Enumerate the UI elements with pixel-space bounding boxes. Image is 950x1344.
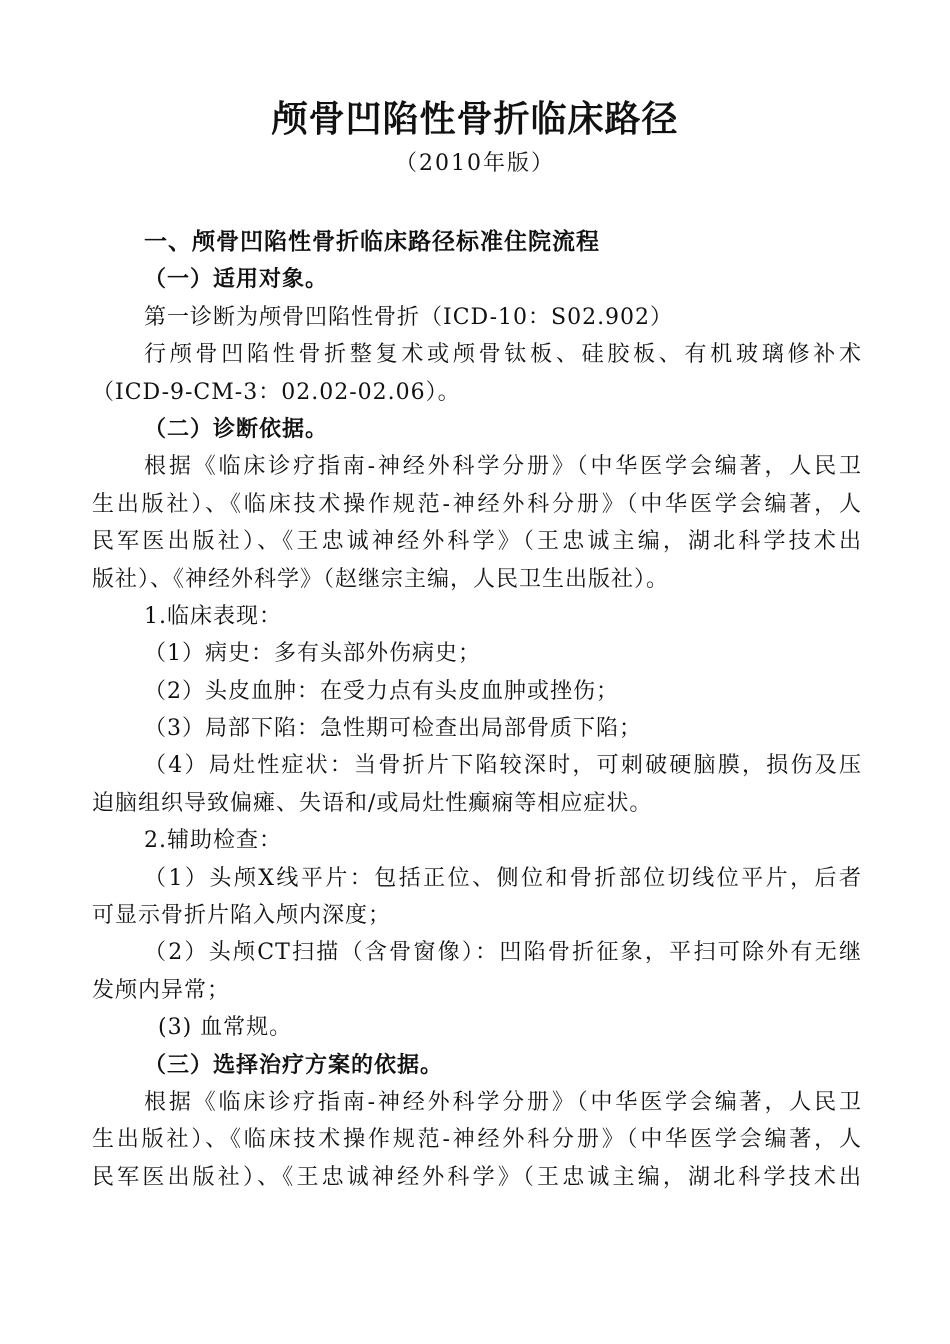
list-item-continuation: 迫脑组织导致偏瘫、失语和/或局灶性癫痫等相应症状。	[92, 790, 653, 816]
list-item: (3) 血常规。	[158, 1015, 293, 1041]
paragraph-line: （ICD-9-CM-3：02.02-02.06）。	[92, 379, 461, 405]
paragraph-line: 生出版社）、《临床技术操作规范-神经外科分册》（中华医学会编著，人	[92, 491, 862, 517]
subsection-heading: （三）选择治疗方案的依据。	[144, 1051, 444, 1078]
paragraph-line: 民军医出版社）、《王忠诚神经外科学》（王忠诚主编，湖北科学技术出	[92, 529, 862, 555]
list-item-continuation: 可显示骨折片陷入颅内深度；	[92, 903, 392, 929]
list-heading: 1.临床表现：	[144, 603, 282, 629]
list-item: （2）头颅CT扫描（含骨窗像）：凹陷骨折征象，平扫可除外有无继	[144, 940, 862, 966]
paragraph-line: 根据《临床诊疗指南-神经外科学分册》（中华医学会编著，人民卫	[144, 454, 862, 480]
list-item: （1）头颅X线平片：包括正位、侧位和骨折部位切线位平片，后者	[144, 865, 862, 891]
list-item: （4）局灶性症状：当骨折片下陷较深时，可刺破硬脑膜，损伤及压	[144, 753, 862, 779]
list-item: （1）病史：多有头部外伤病史；	[144, 641, 481, 667]
paragraph-line: 根据《临床诊疗指南-神经外科学分册》（中华医学会编著，人民卫	[144, 1089, 862, 1115]
paragraph-line: 生出版社）、《临床技术操作规范-神经外科分册》（中华医学会编著，人	[92, 1127, 862, 1153]
paragraph-line: 行颅骨凹陷性骨折整复术或颅骨钛板、硅胶板、有机玻璃修补术	[144, 342, 862, 368]
document-body	[92, 224, 862, 1196]
list-item: （3）局部下陷：急性期可检查出局部骨质下陷；	[144, 716, 642, 742]
list-item-continuation: 发颅内异常；	[92, 977, 231, 1003]
list-item: （2）头皮血肿：在受力点有头皮血肿或挫伤；	[144, 678, 619, 704]
document-title: 颅骨凹陷性骨折临床路径	[271, 99, 679, 140]
document-edition: （2010年版）	[395, 151, 555, 176]
paragraph-line: 第一诊断为颅骨凹陷性骨折（ICD-10：S02.902）	[144, 304, 674, 330]
subsection-heading: （一）适用对象。	[144, 266, 329, 293]
paragraph-line: 民军医出版社）、《王忠诚神经外科学》（王忠诚主编，湖北科学技术出	[92, 1164, 862, 1190]
subsection-heading: （二）诊断依据。	[144, 415, 329, 442]
list-heading: 2.辅助检查：	[144, 828, 282, 854]
paragraph-line: 版社）、《神经外科学》（赵继宗主编，人民卫生出版社）。	[92, 566, 670, 592]
section-heading: 一、颅骨凹陷性骨折临床路径标准住院流程	[144, 229, 600, 255]
